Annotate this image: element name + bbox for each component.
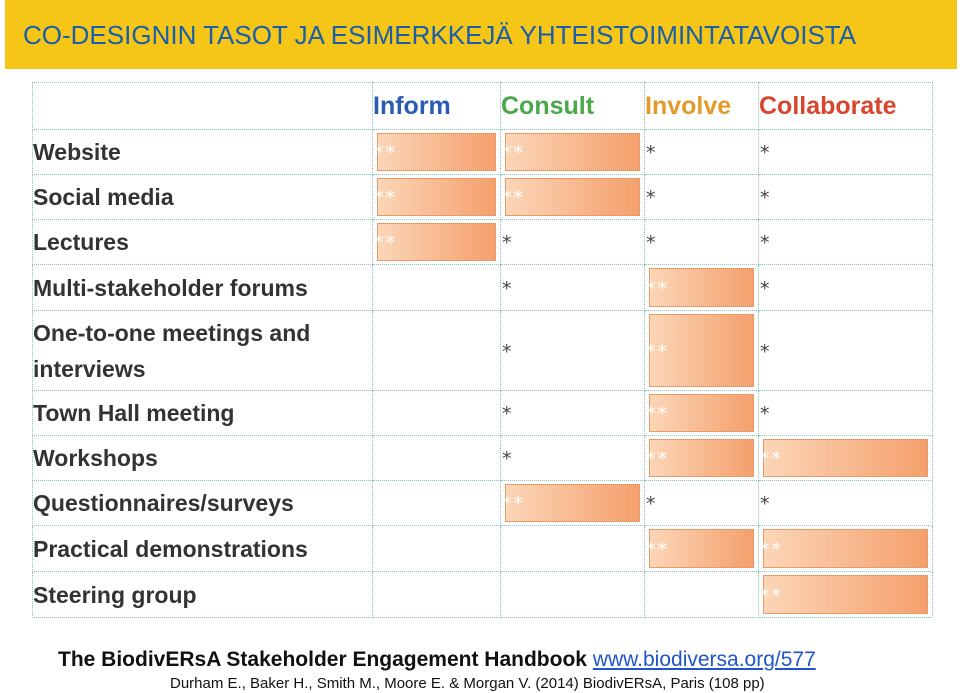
citation-title: The BiodivERsA Stakeholder Engagement Handbook xyxy=(58,648,587,671)
matrix-cell xyxy=(373,481,501,526)
rating-mark: ** xyxy=(373,232,396,254)
title-bar xyxy=(5,0,957,69)
matrix-cell xyxy=(759,391,933,436)
citation-line xyxy=(58,648,816,672)
rating-mark: * xyxy=(759,493,771,515)
header-row xyxy=(33,83,933,130)
rating-mark: ** xyxy=(645,277,668,300)
highlight-fill xyxy=(763,529,928,568)
matrix-cell xyxy=(645,572,759,618)
matrix-cell xyxy=(645,391,759,436)
rating-mark: * xyxy=(759,142,771,164)
highlight-fill xyxy=(763,439,928,477)
row-label: Website xyxy=(33,130,373,175)
rating-mark: * xyxy=(501,403,513,425)
rating-mark: * xyxy=(759,187,771,209)
rating-mark: * xyxy=(759,340,771,363)
table-row xyxy=(33,130,933,175)
row-label: Lectures xyxy=(33,220,373,265)
matrix-cell xyxy=(645,481,759,526)
column-header-involve: Involve xyxy=(645,83,759,130)
engagement-matrix xyxy=(32,82,932,622)
matrix-cell xyxy=(501,311,645,391)
highlight-fill xyxy=(505,133,640,171)
column-header-collaborate: Collaborate xyxy=(759,83,933,130)
matrix-cell xyxy=(373,572,501,618)
matrix-cell xyxy=(645,311,759,391)
authors-line: Durham E., Baker H., Smith M., Moore E. & Morgan V. (2014) BiodivERsA, Paris (108 pp) xyxy=(170,675,765,692)
table-row xyxy=(33,175,933,220)
rating-mark: ** xyxy=(645,538,668,561)
rating-mark: ** xyxy=(501,493,524,515)
matrix-cell xyxy=(759,572,933,618)
rating-mark: ** xyxy=(501,187,524,209)
row-label: Questionnaires/surveys xyxy=(33,481,373,526)
table-row xyxy=(33,265,933,311)
matrix-cell xyxy=(373,311,501,391)
matrix-cell xyxy=(645,175,759,220)
column-header-inform: Inform xyxy=(373,83,501,130)
column-header-consult: Consult xyxy=(501,83,645,130)
matrix-table xyxy=(32,82,933,618)
matrix-cell xyxy=(373,265,501,311)
rating-mark: ** xyxy=(759,538,782,561)
rating-mark: ** xyxy=(645,448,668,470)
rating-mark: ** xyxy=(501,142,524,164)
rating-mark: * xyxy=(759,232,771,254)
matrix-cell xyxy=(501,481,645,526)
rating-mark: * xyxy=(645,493,657,515)
matrix-cell xyxy=(759,436,933,481)
row-label: Workshops xyxy=(33,436,373,481)
table-row xyxy=(33,436,933,481)
matrix-cell xyxy=(501,436,645,481)
table-row xyxy=(33,311,933,391)
rating-mark: * xyxy=(759,403,771,425)
row-label: Practical demonstrations xyxy=(33,526,373,572)
row-label: Multi-stakeholder forums xyxy=(33,265,373,311)
rating-mark: ** xyxy=(645,340,668,363)
matrix-cell xyxy=(759,175,933,220)
rating-mark: * xyxy=(645,232,657,254)
highlight-fill xyxy=(505,484,640,522)
matrix-cell xyxy=(501,175,645,220)
matrix-cell xyxy=(759,481,933,526)
matrix-cell xyxy=(645,130,759,175)
matrix-cell xyxy=(501,130,645,175)
matrix-cell xyxy=(645,526,759,572)
table-row xyxy=(33,481,933,526)
rating-mark: * xyxy=(501,448,513,470)
table-row xyxy=(33,572,933,618)
table-row xyxy=(33,220,933,265)
matrix-cell xyxy=(501,220,645,265)
row-label: Social media xyxy=(33,175,373,220)
rating-mark: * xyxy=(645,142,657,164)
matrix-cell xyxy=(645,436,759,481)
matrix-cell xyxy=(501,265,645,311)
matrix-cell xyxy=(759,311,933,391)
matrix-cell xyxy=(373,391,501,436)
matrix-cell xyxy=(501,391,645,436)
rating-mark: ** xyxy=(759,448,782,470)
rating-mark: * xyxy=(501,277,513,300)
rating-mark: ** xyxy=(759,584,782,607)
matrix-cell xyxy=(501,572,645,618)
table-row xyxy=(33,526,933,572)
matrix-cell xyxy=(501,526,645,572)
matrix-cell xyxy=(645,265,759,311)
highlight-fill xyxy=(505,178,640,216)
matrix-cell xyxy=(373,175,501,220)
rating-mark: ** xyxy=(373,142,396,164)
handbook-link[interactable]: www.biodiversa.org/577 xyxy=(592,648,816,671)
matrix-cell xyxy=(645,220,759,265)
page-title: CO-DESIGNIN TASOT JA ESIMERKKEJÄ YHTEISTOIMINTATAVOISTA xyxy=(23,20,857,50)
rating-mark: * xyxy=(645,187,657,209)
matrix-cell xyxy=(759,265,933,311)
matrix-cell xyxy=(759,130,933,175)
matrix-cell xyxy=(373,130,501,175)
row-label: Steering group xyxy=(33,572,373,618)
highlight-fill xyxy=(763,575,928,614)
matrix-cell xyxy=(373,436,501,481)
rating-mark: * xyxy=(501,232,513,254)
matrix-cell xyxy=(373,526,501,572)
rating-mark: ** xyxy=(373,187,396,209)
matrix-cell xyxy=(759,220,933,265)
row-label: Town Hall meeting xyxy=(33,391,373,436)
row-label: One-to-one meetings and interviews xyxy=(33,311,373,391)
rating-mark: ** xyxy=(645,403,668,425)
matrix-cell xyxy=(373,220,501,265)
rating-mark: * xyxy=(759,277,771,300)
corner-cell xyxy=(33,83,373,130)
rating-mark: * xyxy=(501,340,513,363)
matrix-cell xyxy=(759,526,933,572)
table-row xyxy=(33,391,933,436)
